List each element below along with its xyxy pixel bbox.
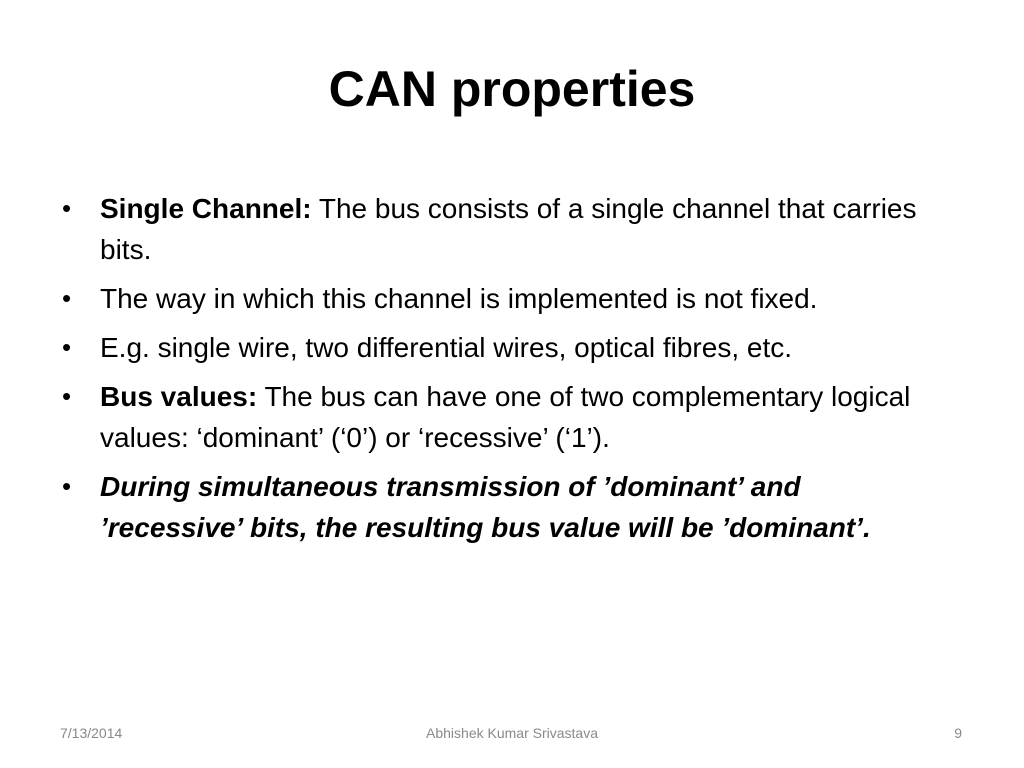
bullet-icon: • xyxy=(62,283,72,313)
bullet-body: E.g. single wire, two differential wires, optical fibres, etc. xyxy=(100,332,793,363)
bullet-text xyxy=(100,376,942,458)
bullet-body: The way in which this channel is implemented is not fixed. xyxy=(100,283,818,314)
bullet-item-bus-values xyxy=(62,376,942,458)
slide-title: CAN properties xyxy=(328,61,696,117)
footer-author: Abhishek Kumar Srivastava xyxy=(426,725,598,741)
bullet-list xyxy=(62,188,942,556)
bullet-text xyxy=(100,188,942,270)
bullet-body: The bus consists of a single channel that carries bits. xyxy=(100,193,917,265)
bullet-item-examples xyxy=(62,327,942,368)
footer-page-number: 9 xyxy=(954,725,962,741)
bullet-lead-label: Bus values: xyxy=(100,381,258,412)
bullet-lead-label: Single Channel: xyxy=(100,193,312,224)
bullet-icon: • xyxy=(62,381,72,411)
bullet-icon: • xyxy=(62,471,72,501)
bullet-body: The bus can have one of two complementary logical values: ‘dominant’ (‘0’) or ‘recessive’ (‘1’). xyxy=(100,381,911,453)
bullet-item-implementation xyxy=(62,278,942,319)
bullet-item-dominant-rule xyxy=(62,466,942,548)
footer-date: 7/13/2014 xyxy=(60,725,123,741)
bullet-icon: • xyxy=(62,332,72,362)
bullet-icon: • xyxy=(62,193,72,223)
bullet-item-single-channel xyxy=(62,188,942,270)
bullet-emphasis: During simultaneous transmission of ’dominant’ and ’recessive’ bits, the resulting bus value will be ’dominant’. xyxy=(100,471,871,543)
